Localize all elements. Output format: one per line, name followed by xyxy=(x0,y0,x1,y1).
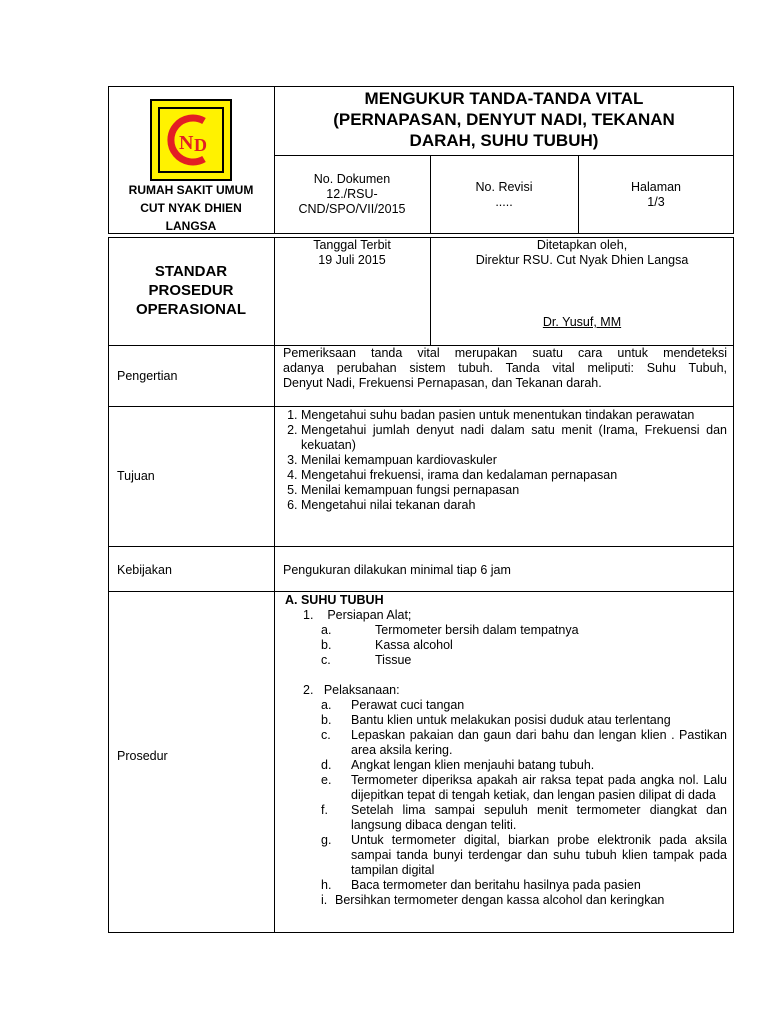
pengertian-label: Pengertian xyxy=(117,369,178,383)
row-divider-2 xyxy=(108,406,734,407)
list-item: 5. Menilai kemampuan fungsi pernapasan xyxy=(301,483,727,498)
list-item: i. Bersihkan termometer dengan kassa alcohol dan keringkan xyxy=(321,893,665,907)
list-item: b. Bantu klien untuk melakukan posisi duduk atau terlentang xyxy=(321,713,671,727)
docno-divider xyxy=(430,155,431,234)
prosedur-label: Prosedur xyxy=(117,749,168,763)
svg-text:N: N xyxy=(179,132,194,154)
list-item: f. Setelah lima sampai sepuluh menit termometer diangkat dan langsung dibaca dengan teliti. xyxy=(321,803,727,832)
persiapan-title: 1. Persiapan Alat; xyxy=(303,608,412,622)
hospital-name: RUMAH SAKIT UMUM CUT NYAK DHIEN LANGSA xyxy=(128,183,254,233)
document-title: MENGUKUR TANDA-TANDA VITAL (PERNAPASAN, DENYUT NADI, TEKANAN DARAH, SUHU TUBUH) xyxy=(333,89,675,150)
list-item: 2. Mengetahui jumlah denyut nadi dalam satu menit (Irama, Frekuensi dan kekuatan) xyxy=(301,423,727,453)
pelaksanaan-title: 2. Pelaksanaan: xyxy=(303,683,400,697)
list-item: 4. Mengetahui frekuensi, irama dan kedalaman pernapasan xyxy=(301,468,727,483)
logo-frame xyxy=(158,107,224,173)
list-item: b. Kassa alcohol xyxy=(321,638,453,652)
approval-block: Ditetapkan oleh, Direktur RSU. Cut Nyak Dhien Langsa xyxy=(475,238,689,267)
revision-number: No. Revisi ..... xyxy=(475,180,533,209)
pengertian-text: Pemeriksaan tanda vital merupakan suatu cara untuk mendeteksi adanya perubahan sistem tubuh. Tanda vital meliputi: Suhu Tubuh, Denyut Nadi, Frekuensi Pernapasan, dan Tekanan darah. xyxy=(283,346,727,390)
title-divider xyxy=(274,155,734,156)
issue-approval-divider xyxy=(430,237,431,345)
document-number: No. Dokumen 12./RSU- CND/SPO/VII/2015 xyxy=(298,172,406,216)
label-column-divider xyxy=(274,237,275,933)
list-item: d. Angkat lengan klien menjauhi batang tubuh. xyxy=(321,758,595,772)
logo-emblem-icon xyxy=(160,109,222,171)
list-item: c. Tissue xyxy=(321,653,412,667)
list-item: 6. Mengetahui nilai tekanan darah xyxy=(301,498,727,513)
sop-title: STANDAR PROSEDUR OPERASIONAL xyxy=(135,263,246,318)
tujuan-list xyxy=(283,408,727,513)
signatory-name: Dr. Yusuf, MM xyxy=(542,315,622,329)
page-number: Halaman 1/3 xyxy=(630,180,682,209)
svg-text:D: D xyxy=(194,135,207,155)
list-item: c. Lepaskan pakaian dan gaun dari bahu dan lengan klien . Pastikan area aksila kering. xyxy=(321,728,727,757)
tujuan-label: Tujuan xyxy=(117,469,155,483)
list-item: 1. Mengetahui suhu badan pasien untuk menentukan tindakan perawatan xyxy=(301,408,727,423)
issue-date: Tanggal Terbit 19 Juli 2015 xyxy=(313,238,391,267)
row-divider-3 xyxy=(108,546,734,547)
list-item: a. Termometer bersih dalam tempatnya xyxy=(321,623,579,637)
list-item: a. Perawat cuci tangan xyxy=(321,698,465,712)
list-item: 3. Menilai kemampuan kardiovaskuler xyxy=(301,453,727,468)
pelaksanaan-list xyxy=(285,698,727,908)
hospital-logo xyxy=(150,99,232,181)
prosedur-content xyxy=(285,593,727,908)
header-divider xyxy=(274,86,275,234)
kebijakan-text: Pengukuran dilakukan minimal tiap 6 jam xyxy=(283,563,511,577)
row-divider-4 xyxy=(108,591,734,592)
list-item: g. Untuk termometer digital, biarkan probe elektronik pada aksila sampai tanda bunyi terdengar dan suhu tubuh klien tampak pada tampilan digital xyxy=(321,833,727,877)
list-item: e. Termometer diperiksa apakah air raksa tepat pada angka nol. Lalu dijepitkan tepat di tengah ketiak, dan lengan pasien dilipat di dada xyxy=(321,773,727,802)
kebijakan-label: Kebijakan xyxy=(117,563,172,577)
list-item: h. Baca termometer dan beritahu hasilnya pada pasien xyxy=(321,878,641,892)
section-title: A. SUHU TUBUH xyxy=(285,593,384,607)
persiapan-list xyxy=(285,623,727,668)
revision-divider xyxy=(578,155,579,234)
